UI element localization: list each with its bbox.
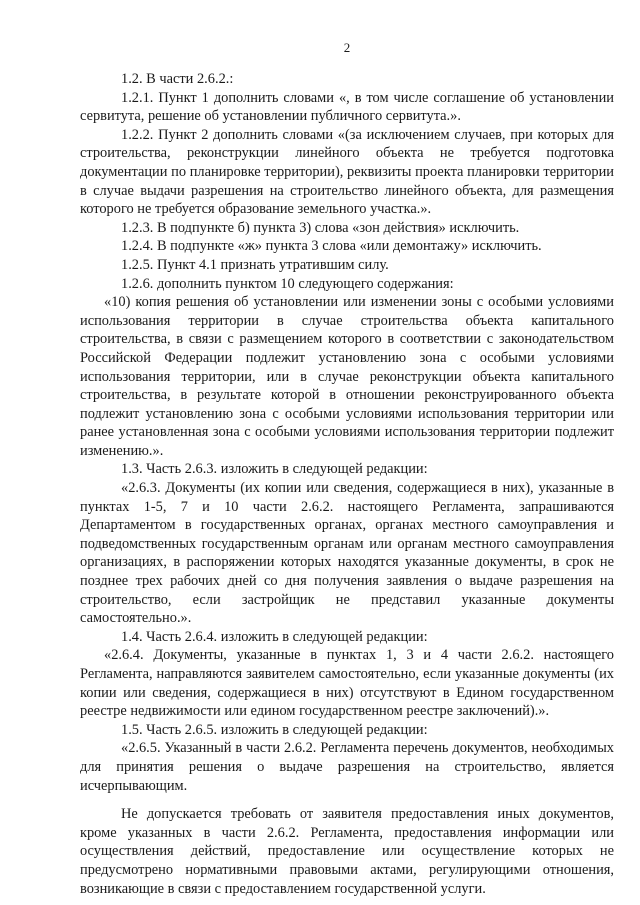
paragraph-2-6-4-quote: «2.6.4. Документы, указанные в пунктах 1, 3 и 4 части 2.6.2. настоящего Регламента, направляются заявителем самостоятельно, если указанные документы (их копии или сведения, содержащиеся в них) отсутствуют в Едином государственном реестре недвижимости или едином государственном реестре заключений).».	[80, 647, 614, 720]
paragraph-2-6-3-quote: «2.6.3. Документы (их копии или сведения, содержащиеся в них), указанные в пунктах 1-5, 7 и 10 части 2.6.2. настоящего Регламента, запрашиваются Департаментом в государственных органах, органах местного самоуправления и подведомственных государственным органам или органам местного самоуправления организациях, в распоряжении которых находятся указанные документы, в срок не позднее трех рабочих дней со дня получения заявления о выдаче разрешения на строительство, если застройщик не представил указанные документы самостоятельно.».	[80, 480, 614, 627]
paragraph-1-2-3: 1.2.3. В подпункте б) пункта 3) слова «зон действия» исключить.	[121, 219, 520, 236]
paragraph-1-4: 1.4. Часть 2.6.4. изложить в следующей редакции:	[121, 628, 428, 645]
paragraph-1-2-5: 1.2.5. Пункт 4.1 признать утратившим силу.	[121, 256, 389, 273]
paragraph-item-10-quote: «10) копия решения об установлении или изменении зоны с особыми условиями использования территории в случае строительства объекта капитального строительства, в связи с размещением которого в соответствии с законодательством Российской Федерации подлежит установлению зона с особыми условиями использования территории, или в случае реконструкции объекта капитального строительства, в результате которой в отношении реконструированного объекта подлежит установлению зона с особыми условиями использования территории или ранее установленная зона с особыми условиями использования территории подлежит изменению.».	[80, 294, 614, 459]
paragraph-2-6-5-quote: «2.6.5. Указанный в части 2.6.2. Регламента перечень документов, необходимых для принятия решения о выдаче разрешения на строительство, является исчерпывающим.	[80, 740, 614, 794]
paragraph-1-2-4: 1.2.4. В подпункте «ж» пункта 3 слова «или демонтажу» исключить.	[121, 238, 542, 255]
paragraph-1-2-6: 1.2.6. дополнить пунктом 10 следующего содержания:	[121, 275, 454, 292]
paragraph-1-5: 1.5. Часть 2.6.5. изложить в следующей редакции:	[121, 721, 428, 738]
paragraph-1-2-2: 1.2.2. Пункт 2 дополнить словами «(за исключением случаев, при которых для строительства, реконструкции линейного объекта не требуется подготовка документации по планировке территории), реквизиты проекта планировки территории в случае выдачи разрешения на строительство линейного объекта, для размещения которого не требуется образование земельного участка.».	[80, 126, 614, 218]
paragraph-1-2-1: 1.2.1. Пункт 1 дополнить словами «, в том числе соглашение об установлении сервитута, решение об установлении публичного сервитута.».	[80, 89, 614, 125]
paragraph-1-2: 1.2. В части 2.6.2.:	[121, 71, 234, 87]
paragraph-no-extra-documents: Не допускается требовать от заявителя предоставления иных документов, кроме указанных в части 2.6.2. Регламента, предоставления информации или осуществления действий, предоставление или осуществление которых не предусмотрено нормативными правовыми актами, регулирующими отношения, возникающие в связи с предоставлением государственной услуги.	[80, 806, 614, 897]
page-number: 2	[343, 40, 351, 55]
paragraph-1-3: 1.3. Часть 2.6.3. изложить в следующей редакции:	[121, 461, 428, 478]
